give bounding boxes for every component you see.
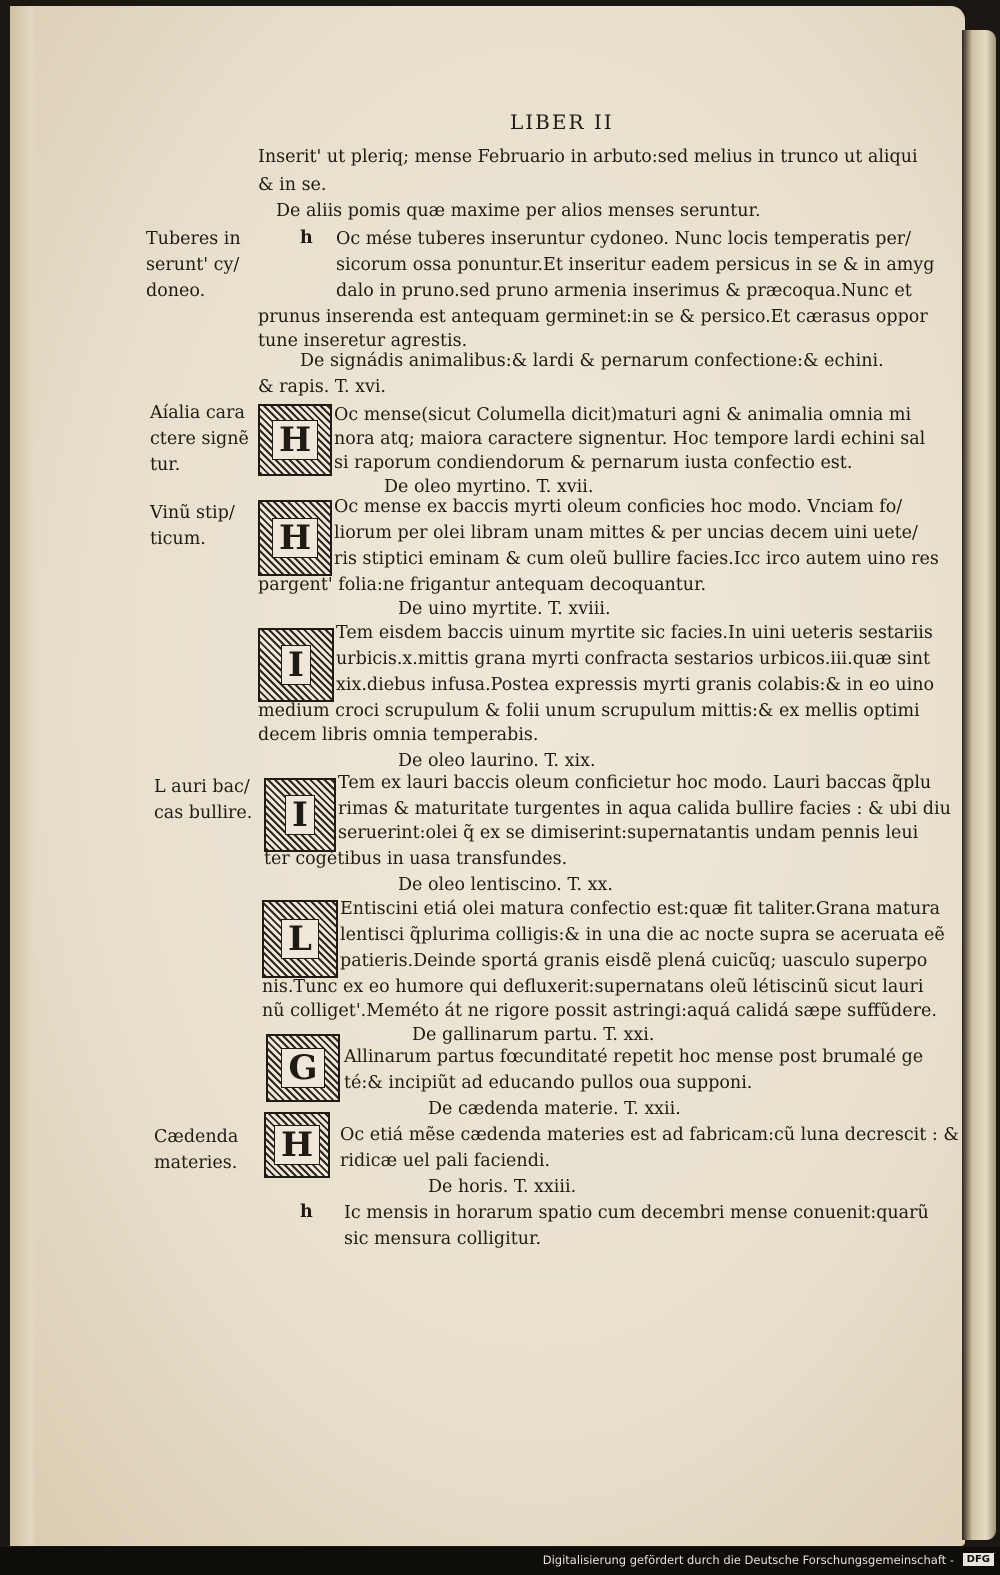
facing-page-edge <box>962 30 996 1540</box>
text-line: urbicis.x.mittis grana myrti confracta sestarios urbicos.iii.quæ sint <box>336 649 931 669</box>
initial-letter: G <box>281 1048 324 1088</box>
running-head: LIBER II <box>510 110 614 134</box>
text-line: ter cogétibus in uasa transfundes. <box>264 849 568 869</box>
margin-note: Vinũ stip/ ticum. <box>150 503 235 549</box>
text-line: lentisci q̃plurima colligis:& in una die ac nocte supra se aceruata eẽ <box>340 925 945 945</box>
text-line: sic mensura colligitur. <box>344 1229 542 1249</box>
text-line: ridicæ uel pali faciendi. <box>340 1151 551 1171</box>
text-line: si raporum condiendorum & pernarum iusta confectio est. <box>334 453 853 473</box>
initial-letter: L <box>281 919 319 959</box>
text-line: Oc mése tuberes inseruntur cydoneo. Nunc locis temperatis per/ <box>336 229 912 249</box>
initial-letter: H <box>272 420 318 460</box>
text-line: Tem ex lauri baccis oleum conficietur hoc modo. Lauri baccas q̃plu <box>338 773 932 793</box>
section-heading: De oleo myrtino. T. xvii. <box>384 477 594 497</box>
section-heading: De gallinarum partu. T. xxi. <box>412 1025 655 1045</box>
text-line: dalo in pruno.sed pruno armenia inserimus & præcoqua.Nunc et <box>336 281 912 301</box>
text-line: medium croci scrupulum & folii unum scrupulum mittis:& ex mellis optimi <box>258 701 920 721</box>
initial-letter: I <box>285 795 315 835</box>
text-line: rimas & maturitate turgentes in aqua calida bullire facies : & ubi diu <box>338 799 951 819</box>
section-marker: h <box>300 228 313 248</box>
text-line: pargent' folia:ne frigantur antequam decoquantur. <box>258 575 707 595</box>
section-heading: De cædenda materie. T. xxii. <box>428 1099 681 1119</box>
text-line: & in se. <box>258 175 327 195</box>
text-line: decem libris omnia temperabis. <box>258 725 539 745</box>
text-line: Ic mensis in horarum spatio cum decembri mense conuenit:quarũ <box>344 1203 929 1223</box>
drop-initial <box>258 404 332 476</box>
initial-letter: H <box>272 518 318 558</box>
text-line: Allinarum partus fœcunditaté repetit hoc mense post brumalé ge <box>344 1047 924 1067</box>
dfg-logo: DFG <box>963 1553 994 1566</box>
text-line: sicorum ossa ponuntur.Et inseritur eadem persicus in se & in amyg <box>336 255 935 275</box>
drop-initial <box>266 1034 340 1102</box>
text-line: xix.diebus infusa.Postea expressis myrti granis colabis:& in eo uino <box>336 675 935 695</box>
section-heading: & rapis. T. xvi. <box>258 377 386 397</box>
section-heading: De oleo laurino. T. xix. <box>398 751 596 771</box>
margin-note: Cædenda materies. <box>154 1127 239 1173</box>
margin-note: L auri bac/ cas bullire. <box>154 777 253 823</box>
digitization-footer <box>0 1547 1000 1575</box>
text-line: tune inseretur agrestis. <box>258 331 468 351</box>
text-line: seruerint:olei q̃ ex se dimiserint:supernatantis undam pennis leui <box>338 823 919 843</box>
text-line: Oc etiá mẽse cædenda materies est ad fabricam:cũ luna decrescit : & <box>340 1125 959 1145</box>
text-line: patieris.Deinde sportá granis eisdẽ plená cuicũq; uasculo superpo <box>340 951 928 971</box>
text-line: nũ colliget'.Meméto át ne rigore possit astringi:aquá calidá sæpe suffũdere. <box>262 1001 937 1021</box>
initial-letter: H <box>274 1125 320 1165</box>
drop-initial <box>264 778 336 852</box>
initial-letter: I <box>281 645 311 685</box>
margin-note: Tuberes in serunt' cy/ doneo. <box>146 229 241 301</box>
text-line: liorum per olei libram unam mittes & per uncias decem uini uete/ <box>334 523 918 543</box>
text-line: Entiscini etiá olei matura confectio est:quæ fit taliter.Grana matura <box>340 899 941 919</box>
section-heading: De uino myrtite. T. xviii. <box>398 599 611 619</box>
text-line: ris stiptici eminam & cum oleũ bullire facies.Icc irco autem uino res <box>334 549 939 569</box>
drop-initial <box>258 500 332 576</box>
text-line: Oc mense ex baccis myrti oleum conficies hoc modo. Vnciam fo/ <box>334 497 903 517</box>
footer-credit: Digitalisierung gefördert durch die Deutsche Forschungsgemeinschaft - <box>542 1553 954 1567</box>
text-line: Tem eisdem baccis uinum myrtite sic facies.In uini ueteris sestariis <box>336 623 933 643</box>
text-line: prunus inserenda est antequam germinet:in se & persico.Et cærasus oppor <box>258 307 928 327</box>
margin-note: Aíalia cara ctere signẽ tur. <box>150 403 249 475</box>
drop-initial <box>264 1112 330 1178</box>
text-line: nis.Tunc ex eo humore qui defluxerit:supernatans oleũ létiscinũ sicut lauri <box>262 977 924 997</box>
section-heading: De aliis pomis quæ maxime per alios menses seruntur. <box>276 201 761 221</box>
page-gutter <box>10 6 36 1546</box>
section-heading: De horis. T. xxiii. <box>428 1177 577 1197</box>
text-line: té:& incipiũt ad educando pullos oua supponi. <box>344 1073 753 1093</box>
section-heading: De signádis animalibus:& lardi & pernarum confectione:& echini. <box>300 351 884 371</box>
text-line: Inserit' ut pleriq; mense Februario in arbuto:sed melius in trunco ut aliqui <box>258 147 918 167</box>
text-line: Oc mense(sicut Columella dicit)maturi agni & animalia omnia mi <box>334 405 912 425</box>
drop-initial <box>262 900 338 978</box>
text-line: nora atq; maiora caractere signentur. Hoc tempore lardi echini sal <box>334 429 926 449</box>
drop-initial <box>258 628 334 702</box>
section-marker: h <box>300 1202 313 1222</box>
section-heading: De oleo lentiscino. T. xx. <box>398 875 613 895</box>
